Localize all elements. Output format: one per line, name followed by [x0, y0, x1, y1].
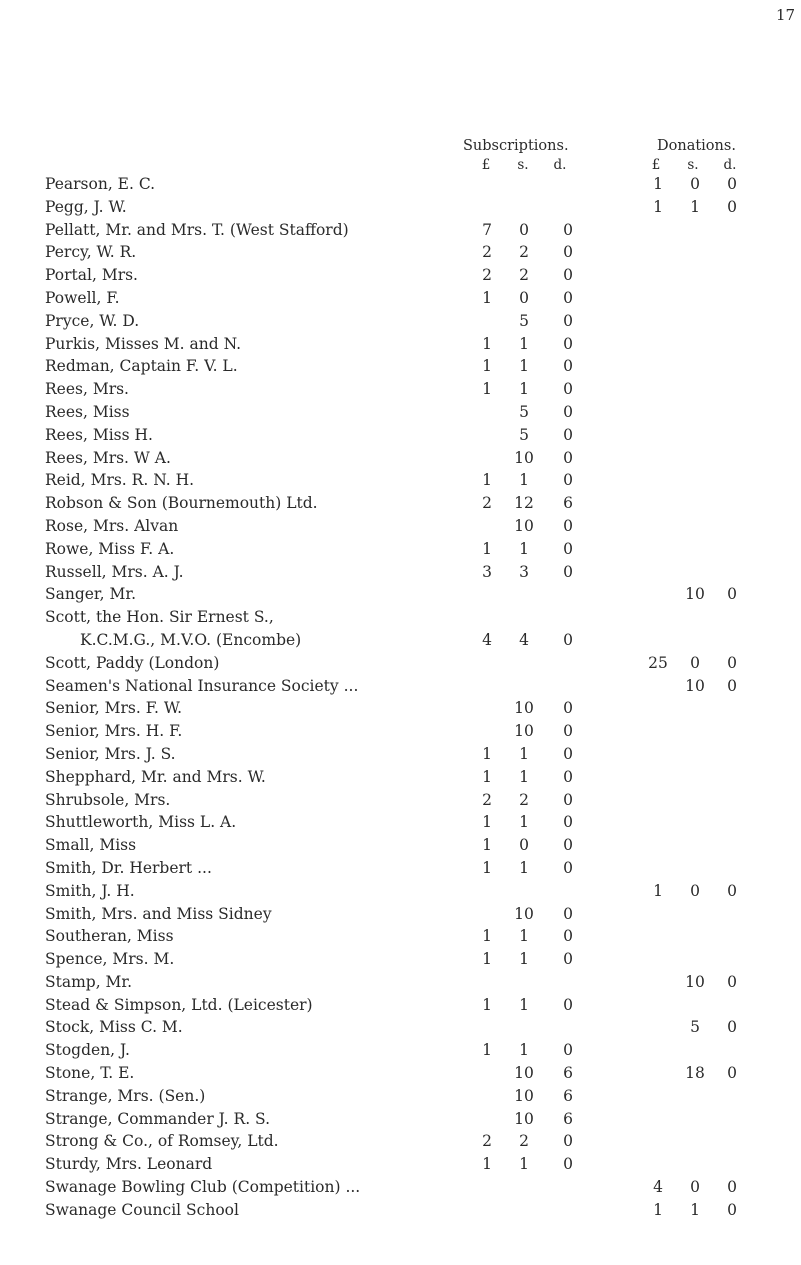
subscriber-name: Rose, Mrs. Alvan [45, 516, 179, 535]
sub-pounds-value: 1 [482, 357, 492, 376]
sub-pence-value: 0 [563, 425, 573, 444]
subscriber-name: Pryce, W. D. [45, 311, 140, 330]
subscriber-name: Stone, T. E. [45, 1064, 135, 1083]
sub-pence-value: 0 [563, 767, 573, 786]
list-item [0, 677, 801, 700]
subscriber-name: Stead & Simpson, Ltd. (Leicester) [45, 995, 313, 1014]
subscriber-name: Stock, Miss C. M. [45, 1018, 183, 1037]
sub-pence-value: 0 [563, 790, 573, 809]
sub-shillings-value: 1 [519, 1155, 529, 1174]
subscriber-name: Rees, Mrs. W A. [45, 448, 171, 467]
list-item [0, 1064, 801, 1087]
sub-pence-value: 0 [563, 858, 573, 877]
sub-pence-value: 0 [563, 471, 573, 490]
sub-pounds-value: 1 [482, 767, 492, 786]
list-item [0, 973, 801, 996]
don-pence-value: 0 [727, 585, 737, 604]
sub-pounds-value: 1 [482, 836, 492, 855]
don-shillings-unit: s. [687, 157, 699, 173]
sub-shillings-value: 1 [519, 380, 529, 399]
sub-pounds-value: 1 [482, 744, 492, 763]
subscriber-name: Russell, Mrs. A. J. [45, 562, 184, 581]
subscriber-name: Pellatt, Mr. and Mrs. T. (West Stafford) [45, 220, 349, 239]
subscriber-name: Scott, the Hon. Sir Ernest S., [45, 608, 274, 627]
list-item [0, 1018, 801, 1041]
list-item [0, 927, 801, 950]
sub-pence-value: 0 [563, 516, 573, 535]
sub-pounds-value: 2 [482, 790, 492, 809]
sub-pence-value: 0 [563, 539, 573, 558]
subscriber-name: Sanger, Mr. [45, 585, 137, 604]
sub-shillings-value: 1 [519, 539, 529, 558]
sub-shillings-value: 5 [519, 402, 529, 421]
list-item [0, 791, 801, 814]
don-pence-value: 0 [727, 1018, 737, 1037]
sub-shillings-value: 2 [519, 790, 529, 809]
subscriber-name: Smith, J. H. [45, 881, 135, 900]
subscriber-name: Redman, Captain F. V. L. [45, 357, 238, 376]
list-item [0, 426, 801, 449]
don-pence-value: 0 [727, 1200, 737, 1219]
sub-shillings-value: 0 [519, 836, 529, 855]
sub-shillings-value: 1 [519, 813, 529, 832]
sub-shillings-value: 1 [519, 334, 529, 353]
list-item [0, 768, 801, 791]
list-item [0, 585, 801, 608]
sub-pence-value: 0 [563, 813, 573, 832]
sub-shillings-value: 10 [514, 1086, 534, 1105]
sub-pence-value: 0 [563, 904, 573, 923]
don-shillings-value: 5 [690, 1018, 700, 1037]
don-pence-unit: d. [723, 157, 737, 173]
sub-pence-value: 0 [563, 220, 573, 239]
subscriber-name: Shrubsole, Mrs. [45, 790, 171, 809]
sub-pounds-value: 2 [482, 243, 492, 262]
list-item [0, 1201, 801, 1224]
list-item [0, 722, 801, 745]
list-item [0, 905, 801, 928]
subscriber-name: Rees, Miss [45, 402, 130, 421]
list-item [0, 471, 801, 494]
subscriber-name: Smith, Mrs. and Miss Sidney [45, 904, 272, 923]
list-item [0, 996, 801, 1019]
sub-shillings-value: 1 [519, 858, 529, 877]
subscriber-name: Stamp, Mr. [45, 972, 133, 991]
don-pence-value: 0 [727, 676, 737, 695]
sub-pence-value: 0 [563, 699, 573, 718]
list-item [0, 243, 801, 266]
subscriber-name: Powell, F. [45, 288, 120, 307]
sub-pounds-value: 1 [482, 539, 492, 558]
subscriber-name: Robson & Son (Bournemouth) Ltd. [45, 494, 318, 513]
don-pounds-value: 25 [648, 653, 668, 672]
subscriber-name: Senior, Mrs. F. W. [45, 699, 183, 718]
list-item [0, 882, 801, 905]
list-item [0, 699, 801, 722]
sub-pence-value: 0 [563, 744, 573, 763]
subscriber-name: K.C.M.G., M.V.O. (Encombe) [80, 630, 302, 649]
don-pounds-value: 4 [653, 1178, 663, 1197]
subscriber-name: Reid, Mrs. R. N. H. [45, 471, 195, 490]
sub-pence-value: 6 [563, 1064, 573, 1083]
list-item [0, 1132, 801, 1155]
sub-pence-value: 6 [563, 494, 573, 513]
sub-shillings-value: 4 [519, 630, 529, 649]
sub-pounds-value: 1 [482, 288, 492, 307]
don-shillings-value: 10 [685, 585, 705, 604]
subscriptions-header: Subscriptions. [463, 138, 569, 154]
sub-pence-value: 0 [563, 357, 573, 376]
subscriber-name: Seamen's National Insurance Society ... [45, 676, 359, 695]
sub-pence-value: 0 [563, 1041, 573, 1060]
list-item [0, 563, 801, 586]
sub-shillings-value: 10 [514, 448, 534, 467]
sub-pounds-value: 2 [482, 494, 492, 513]
list-item [0, 494, 801, 517]
subscriber-name: Senior, Mrs. H. F. [45, 722, 183, 741]
donations-header: Donations. [657, 138, 736, 154]
sub-pence-value: 6 [563, 1109, 573, 1128]
subscriber-name: Smith, Dr. Herbert ... [45, 858, 212, 877]
don-shillings-value: 10 [685, 972, 705, 991]
sub-shillings-value: 10 [514, 722, 534, 741]
subscriber-name: Pearson, E. C. [45, 175, 156, 193]
sub-pounds-unit: £ [481, 157, 491, 173]
don-shillings-value: 18 [685, 1064, 705, 1083]
list-item [0, 745, 801, 768]
sub-pounds-value: 2 [482, 1132, 492, 1151]
don-pounds-unit: £ [651, 157, 661, 173]
sub-pence-value: 0 [563, 630, 573, 649]
sub-pence-value: 0 [563, 266, 573, 285]
sub-shillings-value: 2 [519, 243, 529, 262]
sub-pounds-value: 7 [482, 220, 492, 239]
sub-shillings-value: 0 [519, 220, 529, 239]
sub-pence-value: 0 [563, 1155, 573, 1174]
subscriber-name: Strong & Co., of Romsey, Ltd. [45, 1132, 279, 1151]
sub-pence-value: 0 [563, 402, 573, 421]
sub-shillings-value: 1 [519, 927, 529, 946]
sub-shillings-value: 5 [519, 311, 529, 330]
list-item [0, 403, 801, 426]
list-item [0, 198, 801, 221]
list-item [0, 335, 801, 358]
sub-pounds-value: 2 [482, 266, 492, 285]
sub-shillings-value: 12 [514, 494, 534, 513]
sub-shillings-value: 2 [519, 266, 529, 285]
don-pounds-value: 1 [653, 175, 663, 193]
sub-shillings-value: 0 [519, 288, 529, 307]
subscriber-name: Percy, W. R. [45, 243, 137, 262]
don-pence-value: 0 [727, 972, 737, 991]
don-pence-value: 0 [727, 1178, 737, 1197]
sub-pence-value: 0 [563, 448, 573, 467]
list-item [0, 540, 801, 563]
sub-pounds-value: 1 [482, 1041, 492, 1060]
list-item [0, 608, 801, 631]
sub-pence-value: 0 [563, 927, 573, 946]
list-item [0, 449, 801, 472]
don-shillings-value: 10 [685, 676, 705, 695]
sub-pence-value: 0 [563, 311, 573, 330]
sub-pounds-value: 3 [482, 562, 492, 581]
don-pounds-value: 1 [653, 1200, 663, 1219]
sub-shillings-value: 2 [519, 1132, 529, 1151]
list-item [0, 1155, 801, 1178]
sub-shillings-value: 1 [519, 744, 529, 763]
subscriber-name: Small, Miss [45, 836, 137, 855]
don-pence-value: 0 [727, 1064, 737, 1083]
subscription-list [0, 175, 801, 1224]
subscriber-name: Spence, Mrs. M. [45, 950, 175, 969]
list-item [0, 859, 801, 882]
sub-shillings-unit: s. [517, 157, 529, 173]
sub-pence-value: 0 [563, 1132, 573, 1151]
sub-pence-value: 0 [563, 562, 573, 581]
list-item [0, 289, 801, 312]
don-pence-value: 0 [727, 197, 737, 216]
list-item [0, 357, 801, 380]
don-pence-value: 0 [727, 653, 737, 672]
page-number: 17 [776, 6, 796, 24]
subscriber-name: Swanage Bowling Club (Competition) ... [45, 1178, 361, 1197]
sub-shillings-value: 10 [514, 1109, 534, 1128]
subscriber-name: Rees, Miss H. [45, 425, 153, 444]
subscriber-name: Stogden, J. [45, 1041, 130, 1060]
sub-pence-value: 0 [563, 836, 573, 855]
sub-pence-value: 0 [563, 288, 573, 307]
sub-pence-value: 0 [563, 334, 573, 353]
sub-pounds-value: 1 [482, 950, 492, 969]
sub-pence-value: 0 [563, 243, 573, 262]
subscriber-name: Rowe, Miss F. A. [45, 539, 175, 558]
sub-shillings-value: 1 [519, 767, 529, 786]
list-item [0, 1041, 801, 1064]
don-pence-value: 0 [727, 881, 737, 900]
don-pounds-value: 1 [653, 197, 663, 216]
sub-shillings-value: 10 [514, 1064, 534, 1083]
sub-pounds-value: 1 [482, 995, 492, 1014]
sub-pence-unit: d. [553, 157, 567, 173]
list-item [0, 1110, 801, 1133]
sub-shillings-value: 10 [514, 516, 534, 535]
subscriber-name: Purkis, Misses M. and N. [45, 334, 242, 353]
sub-shillings-value: 10 [514, 699, 534, 718]
sub-pounds-value: 4 [482, 630, 492, 649]
subscriber-name: Southeran, Miss [45, 927, 174, 946]
sub-pounds-value: 1 [482, 334, 492, 353]
subscriber-name: Rees, Mrs. [45, 380, 129, 399]
subscriber-name: Sturdy, Mrs. Leonard [45, 1155, 213, 1174]
list-item [0, 1087, 801, 1110]
sub-pounds-value: 1 [482, 471, 492, 490]
list-item [0, 1178, 801, 1201]
sub-pounds-value: 1 [482, 927, 492, 946]
sub-shillings-value: 10 [514, 904, 534, 923]
sub-pence-value: 0 [563, 950, 573, 969]
don-pence-value: 0 [727, 175, 737, 193]
list-item [0, 221, 801, 244]
sub-pence-value: 0 [563, 722, 573, 741]
subscriber-name: Pegg, J. W. [45, 197, 127, 216]
list-item [0, 380, 801, 403]
don-shillings-value: 0 [690, 881, 700, 900]
subscriber-name: Strange, Commander J. R. S. [45, 1109, 271, 1128]
sub-pounds-value: 1 [482, 1155, 492, 1174]
sub-pence-value: 0 [563, 380, 573, 399]
list-item [0, 517, 801, 540]
don-shillings-value: 0 [690, 1178, 700, 1197]
don-shillings-value: 1 [690, 1200, 700, 1219]
list-item [0, 631, 801, 654]
list-item [0, 654, 801, 677]
don-shillings-value: 0 [690, 175, 700, 193]
subscriber-name: Portal, Mrs. [45, 266, 138, 285]
subscriber-name: Swanage Council School [45, 1200, 239, 1219]
don-shillings-value: 1 [690, 197, 700, 216]
sub-shillings-value: 1 [519, 357, 529, 376]
sub-shillings-value: 1 [519, 1041, 529, 1060]
list-item [0, 950, 801, 973]
list-item [0, 836, 801, 859]
sub-shillings-value: 3 [519, 562, 529, 581]
subscriber-name: Shepphard, Mr. and Mrs. W. [45, 767, 266, 786]
sub-shillings-value: 1 [519, 995, 529, 1014]
sub-pounds-value: 1 [482, 858, 492, 877]
sub-shillings-value: 1 [519, 950, 529, 969]
list-item [0, 175, 801, 198]
list-item [0, 813, 801, 836]
sub-shillings-value: 5 [519, 425, 529, 444]
list-item [0, 266, 801, 289]
subscriber-name: Shuttleworth, Miss L. A. [45, 813, 237, 832]
don-pounds-value: 1 [653, 881, 663, 900]
subscriber-name: Senior, Mrs. J. S. [45, 744, 176, 763]
subscriber-name: Strange, Mrs. (Sen.) [45, 1086, 206, 1105]
sub-pounds-value: 1 [482, 813, 492, 832]
sub-shillings-value: 1 [519, 471, 529, 490]
subscriber-name: Scott, Paddy (London) [45, 653, 220, 672]
sub-pence-value: 6 [563, 1086, 573, 1105]
sub-pence-value: 0 [563, 995, 573, 1014]
don-shillings-value: 0 [690, 653, 700, 672]
list-item [0, 312, 801, 335]
sub-pounds-value: 1 [482, 380, 492, 399]
